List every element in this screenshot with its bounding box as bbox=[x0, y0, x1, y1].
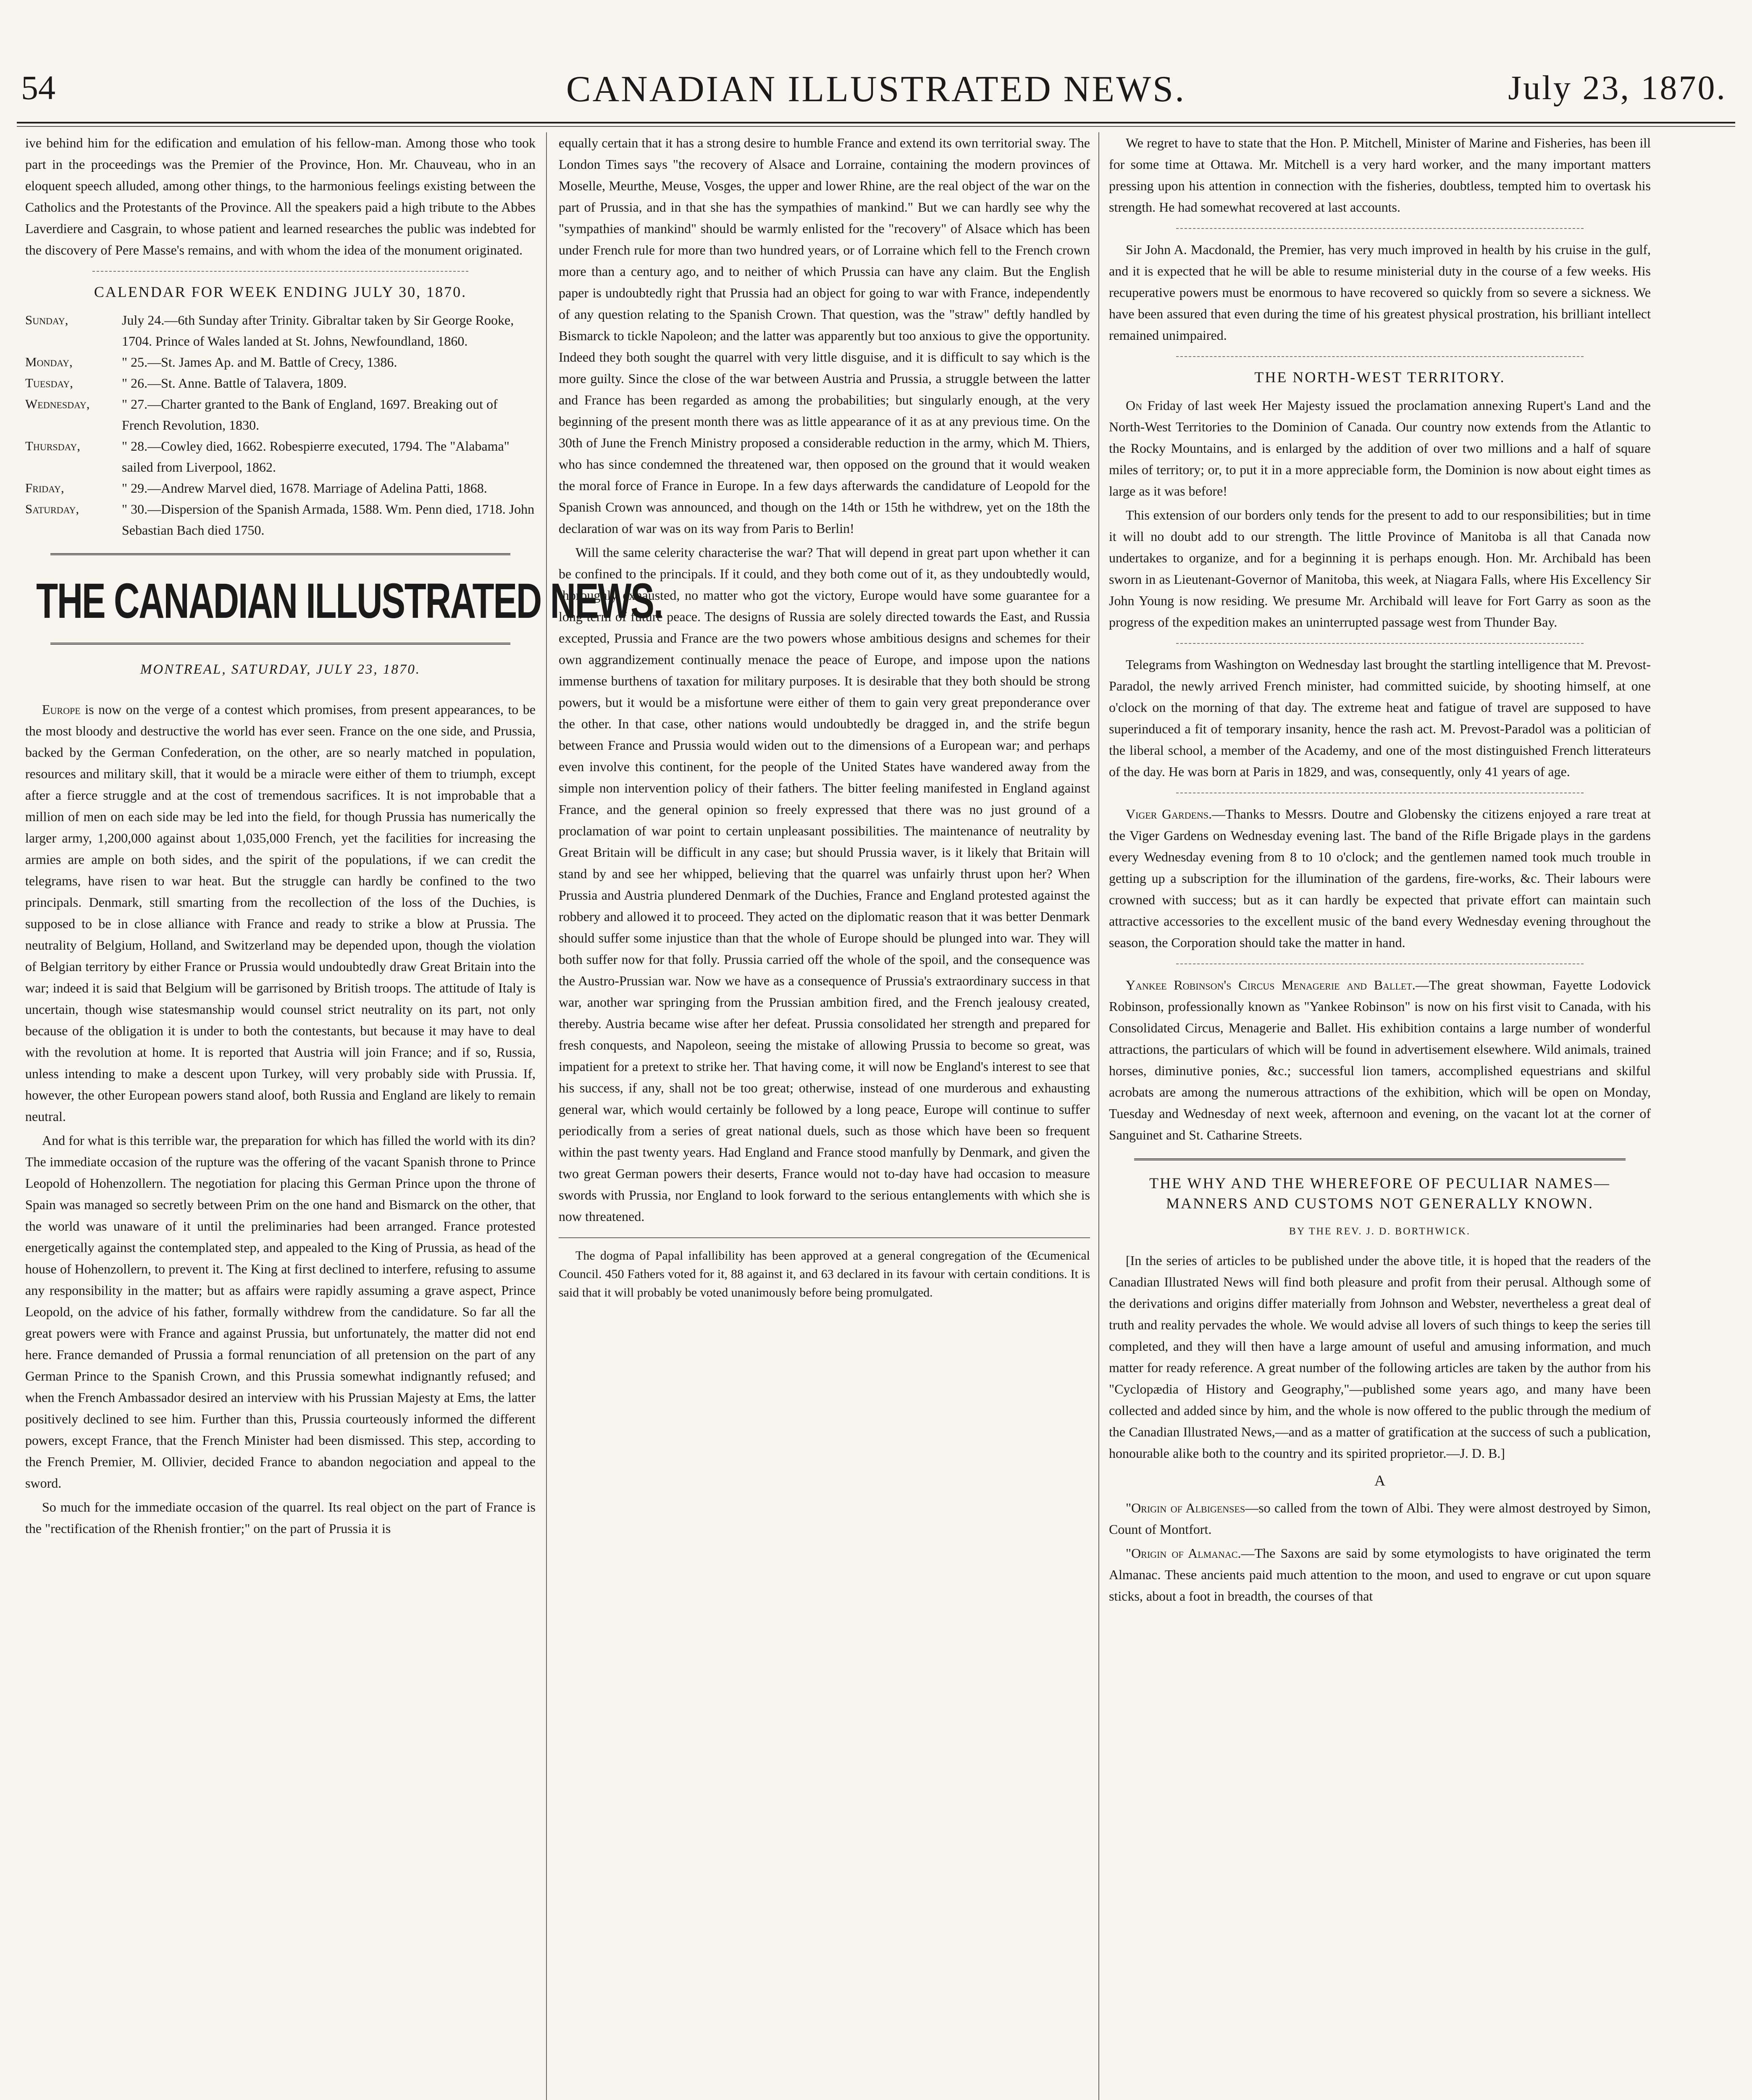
editorial-paragraph: So much for the immediate occasion of the quarrel. Its real object on the part of France is the "rectification of the Rhenish frontier;" on the part of Prussia it is bbox=[25, 1499, 536, 1536]
separator bbox=[50, 643, 510, 645]
calendar-text: " 26.—St. Anne. Battle of Talavera, 1809. bbox=[122, 375, 347, 391]
calendar-heading: CALENDAR FOR WEEK ENDING JULY 30, 1870. bbox=[94, 284, 467, 300]
paragraph-text: —Thanks to Messrs. Doutre and Globensky the citizens enjoyed a rare treat at the Viger Gardens on Wednesday evening last. The band of the Rifle Brigade plays in the gardens every Wednesday evening from 8 to 10 o'clock; and the gentlemen named took much trouble in getting up a subscription for the illumination of the gardens, fire-works, &c. Their labours were crowned with success; but as it can hardly be expected that private effort can maintain such attractive accessories to the excellent music of the band every Wednesday evening throughout the season, the Corporation should take the matter in hand. bbox=[1109, 806, 1651, 950]
masthead-rule bbox=[17, 122, 1735, 123]
calendar-text: " 30.—Dispersion of the Spanish Armada, 1588. Wm. Penn died, 1718. John Sebastian Bach died 1750. bbox=[122, 501, 535, 538]
news-paragraph bbox=[1109, 974, 1651, 1146]
separator bbox=[1176, 963, 1584, 964]
column-divider bbox=[546, 132, 547, 2100]
footnote-text: The dogma of Papal infallibility has been approved at a general congregation of the Œcumenical Council. 450 Fathers voted for it, 88 against it, and 63 declared in its favour with certain conditions. It is said that it will probably be voted unanimously before being promulgated. bbox=[559, 1249, 1090, 1299]
series-intro: [In the series of articles to be published under the above title, it is hoped that the readers of the Canadian Illustrated News will find both pleasure and profit from their perusal. Although some of the derivations and origins differ materially from Johnson and Webster, nevertheless a great deal of truth and reality pervades the whole. We would advise all lovers of such things to keep the series till completed, and they will then have a large amount of useful and amusing information, and much matter for ready reference. A great number of the following articles are taken by the author from his "Cyclopædia of History and Geography,"—published some years ago, and many have been collected and added since by him, and the whole is now offered to the public through the medium of the Canadian Illustrated News,—and as a matter of gratification at the success of such a publication, honourable alike both to the country and its spirited proprietor.—J. D. B.] bbox=[1109, 1253, 1651, 1461]
calendar-text: " 29.—Andrew Marvel died, 1678. Marriage of Adelina Patti, 1868. bbox=[122, 480, 487, 496]
paragraph-text: —The great showman, Fayette Lodovick Robinson, professionally known as "Yankee Robinson" is now on his first visit to Canada, with his Consolidated Circus, Menagerie and Ballet. His exhibition contains a large number of wonderful attractions, the particulars of which will be found in advertisement elsewhere. Wild animals, trained horses, diminutive ponies, &c.; successful lion tamers, accomplished equestrians and skilful acrobats are among the numerous attractions of the exhibition, which will be open on Monday, Tuesday and Wednesday of next week, afternoon and evening, on the vacant lot at the corner of Sanguinet and St. Catharine Streets. bbox=[1109, 977, 1651, 1142]
calendar-text: July 24.—6th Sunday after Trinity. Gibraltar taken by Sir George Rooke, 1704. Prince of Wales landed at St. Johns, Newfoundland, 1860. bbox=[122, 312, 514, 349]
calendar-day: Friday, bbox=[25, 480, 64, 495]
calendar-day: Saturday, bbox=[25, 501, 79, 516]
lead-word: Europe bbox=[42, 702, 81, 717]
calendar-day: Tuesday, bbox=[25, 375, 73, 390]
calendar-text: " 28.—Cowley died, 1662. Robespierre executed, 1794. The "Alabama" sailed from Liverpool, 1862. bbox=[122, 438, 510, 475]
paper-title: THE CANADIAN ILLUSTRATED NEWS. bbox=[36, 573, 663, 629]
item-lead: Yankee Robinson's Circus Menagerie and Ballet. bbox=[1126, 977, 1416, 992]
entry-lead: "Origin of Albigenses bbox=[1126, 1500, 1245, 1515]
editorial-paragraph: equally certain that it has a strong desire to humble France and extend its own territorial sway. The London Times says "the recovery of Alsace and Lorraine, containing the modern provinces of Moselle, Meurthe, Meuse, Vosges, the upper and lower Rhine, are the real object of the war on the part of Prussia, and in that she has the sympathies of mankind." But we can hardly see why the "sympathies of mankind" should be warmly enlisted for the "recovery" of Alsace which has been under French rule for more than two hundred years, or of Lorraine which fell to the French crown more than a century ago, and to neither of which Prussia can have any claim. But the English paper is undoubtedly right that Prussia had an object for going to war with France, independently of any question relating to the Spanish Crown. That question, was the "straw" deftly handled by Bismarck to tickle Napoleon; and the latter was apparently but too anxious to give the opportunity. Indeed they both sought the quarrel with very little disguise, and it is difficult to say which is the more guilty. Since the close of the war between Austria and Prussia, a struggle between the latter and France has been regarded as among the probabilities; but singularly enough, at the very beginning of the present month there was as little appearance of it as at any previous time. On the 30th of June the French Ministry proposed a considerable reduction in the army, which M. Thiers, who has since condemned the threatened war, then opposed on the ground that it would weaken the moral force of France in Europe. In a few days afterwards the candidature of Leopold for the Spanish Crown was announced, and though on the 14th or 15th he withdrew, yet on the 18th the declaration of war was on its way from Paris to Berlin! bbox=[559, 135, 1090, 536]
separator bbox=[50, 553, 510, 555]
paragraph-text: is now on the verge of a contest which promises, from present appearances, to be the most bloody and destructive the world has ever seen. France on the one side, and Prussia, backed by the German Confederation, on the other, are so nearly matched in population, resources and military skill, that it would be a miracle were either of them to triumph, except after a fierce struggle and at the cost of tremendous sacrifices. It is not improbable that a million of men on each side may be led into the field, for though Prussia has numerically the larger army, 1,200,000 against about 1,035,000 French, yet the facilities for increasing the armies are ample on both sides, and the spirit of the populations, if we can credit the telegrams, have risen to war heat. But the struggle can hardly be confined to the two principals. Denmark, still smarting from the recollection of the loss of the Duchies, is supposed to be in close alliance with France and ready to strike a blow at Prussia. The neutrality of Belgium, Holland, and Switzerland may be depended upon, though the violation of Belgian territory by either France or Prussia would undoubtedly draw Great Britain into the war; indeed it is said that Belgium will be garrisoned by British troops. The attitude of Italy is uncertain, though wise statesmanship would counsel strict neutrality on its part, not only because of the obligation it is under to both the contestants, but because it may have to deal with the revolution at home. It is reported that Austria will join France; and if so, Russia, unless intending to make a descent upon Turkey, will very probably side with Prussia. If, however, the other European powers stand aloof, both Russia and England are likely to remain neutral. bbox=[25, 702, 536, 1124]
calendar-row bbox=[25, 310, 536, 352]
entry-paragraph bbox=[1109, 1543, 1651, 1607]
calendar-row bbox=[25, 394, 536, 436]
paragraph-text: Friday of last week Her Majesty issued the proclamation annexing Rupert's Land and the North-West Territories to the Dominion of Canada. Our country now extends from the Atlantic to the Rocky Mountains, and is enlarged by the addition of over two millions and a half of square miles of territory; or, to put it in a more appreciable form, the Dominion is now about eight times as large as it was before! bbox=[1109, 398, 1651, 499]
calendar-row bbox=[25, 499, 536, 541]
editorial-dateline: MONTREAL, SATURDAY, JULY 23, 1870. bbox=[140, 662, 421, 677]
calendar-row bbox=[25, 478, 536, 499]
column-3 bbox=[1109, 132, 1651, 2100]
news-paragraph: We regret to have to state that the Hon. P. Mitchell, Minister of Marine and Fisheries, has been ill for some time at Ottawa. Mr. Mitchell is a very hard worker, and the many important matters pressing upon his attention in connection with the fisheries, doubtless, tempted him to overtask his strength. He had somewhat recovered at last accounts. bbox=[1109, 135, 1651, 215]
news-paragraph: This extension of our borders only tends for the present to add to our responsibilities; but in time it will no doubt add to our strength. The little Province of Manitoba is all that Canada now undertakes to organize, and for a beginning it is perhaps enough. Hon. Mr. Archibald has been sworn in as Lieutenant-Governor of Manitoba, this week, at Niagara Falls, where His Excellency Sir John Young is now residing. We presume Mr. Archibald will leave for Fort Garry as soon as the progress of the expedition makes an uninterrupted passage west from Thunder Bay. bbox=[1109, 507, 1651, 630]
lead-word: On bbox=[1126, 398, 1142, 413]
calendar-row bbox=[25, 352, 536, 373]
separator bbox=[1134, 1158, 1626, 1160]
calendar-day: Wednesday, bbox=[25, 396, 90, 411]
section-heading-north-west: THE NORTH-WEST TERRITORY. bbox=[1254, 369, 1505, 386]
separator bbox=[92, 271, 468, 272]
item-lead: Viger Gardens. bbox=[1126, 806, 1212, 822]
column-divider bbox=[1098, 132, 1099, 2100]
paragraph-text: —The Saxons are said by some etymologists to have originated the term Almanac. These ancients paid much attention to the moon, and used to engrave or cut upon square sticks, about a foot in breadth, the courses of that bbox=[1109, 1546, 1651, 1604]
calendar-text: " 27.—Charter granted to the Bank of England, 1697. Breaking out of French Revolution, 1830. bbox=[122, 396, 498, 433]
masthead-title: CANADIAN ILLUSTRATED NEWS. bbox=[566, 69, 1186, 110]
entry-paragraph bbox=[1109, 1497, 1651, 1540]
news-paragraph: Telegrams from Washington on Wednesday last brought the startling intelligence that M. Prevost-Paradol, the newly arrived French minister, had committed suicide, by shooting himself, at one o'clock on the morning of that day. The extreme heat and fatigue of travel are supposed to have superinduced a fit of temporary insanity, hence the rash act. M. Prevost-Paradol was a politician of the liberal school, a member of the Academy, and one of the most distinguished French litterateurs of the day. He was born at Paris in 1829, and was, consequently, only 41 years of age. bbox=[1109, 657, 1651, 779]
editorial-paragraph: And for what is this terrible war, the preparation for which has filled the world with its din? The immediate occasion of the rupture was the offering of the vacant Spanish throne to Prince Leopold of Hohenzollern. The negotiation for placing this German Prince upon the throne of Spain was managed so secretly between Prim on the one hand and Bismarck on the other, that the world was unaware of it until the preliminaries had been arranged. France protested energetically against the contemplated step, and appealed to the King of Prussia, as head of the house of Hohenzollern, to prevent it. The King at first declined to interfere, refusing to assume any responsibility in the matter; but as affairs were rapidly assuming a grave aspect, Prince Leopold, on the advice of his father, formally withdrew from the candidature. So far all the great powers were with France and against Prussia, but unfortunately, the matter did not end here. France demanded of Prussia a formal renunciation of all pretension on the part of any German Prince to the Spanish Crown, and this Prussia somewhat indignantly refused; and when the French Ambassador desired an interview with his Prussian Majesty at Ems, the latter positively declined to see him. Further than this, Prussia courteously informed the different powers, except France, that the French Minister had been dismissed. This step, according to the French Premier, M. Ollivier, decided France to abandon negociation and appeal to the sword. bbox=[25, 1133, 536, 1491]
footnote bbox=[559, 1237, 1090, 1302]
byline: BY THE REV. J. D. BORTHWICK. bbox=[1289, 1226, 1471, 1237]
calendar-text: " 25.—St. James Ap. and M. Battle of Crecy, 1386. bbox=[122, 354, 397, 370]
section-heading-why-wherefore: THE WHY AND THE WHEREFORE OF PECULIAR NAMES—MANNERS AND CUSTOMS NOT GENERALLY KNOWN. bbox=[1149, 1175, 1610, 1212]
separator bbox=[1176, 228, 1584, 229]
masthead bbox=[17, 63, 1735, 113]
calendar-day: Sunday, bbox=[25, 312, 68, 327]
entry-lead: "Origin of Almanac. bbox=[1126, 1546, 1241, 1561]
separator bbox=[1176, 643, 1584, 644]
separator bbox=[1176, 356, 1584, 357]
calendar-row bbox=[25, 373, 536, 394]
paragraph-text: —so called from the town of Albi. They were almost destroyed by Simon, Count of Montfort. bbox=[1109, 1500, 1651, 1537]
column-2 bbox=[559, 132, 1090, 2100]
page-number: 54 bbox=[21, 68, 55, 107]
news-paragraph bbox=[1109, 395, 1651, 502]
editorial-paragraph bbox=[25, 699, 536, 1127]
editorial-paragraph: Will the same celerity characterise the war? That will depend in great part upon whether it can be confined to the principals. If it could, and they both come out of it, as they undoubtedly would, thoroughly exhausted, no matter who got the victory, Europe would have some guarantee for a long term of future peace. The designs of Russia are solely directed towards the East, and Russia excepted, Prussia and France are the two powers whose ambitious designs and schemes for their own aggrandizement continually menace the peace of Europe, and impose upon the nations immense burthens of taxation for military purposes. It is desirable that they both should be strong powers, but it would be a misfortune were either of them to gain very great preponderance over the other. In that case, other nations would undoubtedly be dragged in, and the strife begun between France and Prussia would widen out to the dimensions of a European war; and perhaps even involve this continent, for the people of the United States have wandered away from the simple non intervention policy of their fathers. The bitter feeling manifested in England against France, and the general opinion so freely expressed that there was no just ground of a proclamation of war point to certain unpleasant possibilities. The maintenance of neutrality by Great Britain will be difficult in any case; but should Prussia waver, is it likely that Britain will stand by and see her whipped, believing that the quarrel was unfairly thrust upon her? When Prussia and Austria plundered Denmark of the Duchies, France and England protested against the robbery and allowed it to proceed. They acted on the diplomatic reason that it was better Denmark should suffer some injustice than that the whole of Europe should be plunged into war. They will both suffer now for that folly. Prussia carried off the whole of the spoil, and the consequence was the Austro-Prussian war. Now we have as a consequence of Prussia's extraordinary success in that war, another war springing from the Prussian ambition fired, and the French jealousy created, thereby. Austria became wise after her defeat. Prussia consolidated her strength and prepared for fresh conquests, and Napoleon, seeing the mistake of allowing Prussia to become so great, was impatient for a pretext to strike her. That having come, it will now be England's interest to see that his success, if any, shall not be too great; otherwise, instead of one murderous and exhausting general war, which would certainly be followed by a long peace, Europe will continue to suffer periodically from a series of great national duels, such as those which have been so frequent within the past twenty years. Had England and France stood manfully by Denmark, and given the two great German powers their deserts, France would not to-day have had occasion to measure swords with Prussia, nor England to look forward to the serious entanglements with which she is now threatened. bbox=[559, 545, 1090, 1224]
calendar-day: Thursday, bbox=[25, 438, 81, 453]
calendar bbox=[25, 310, 536, 541]
masthead-rule-thin bbox=[17, 126, 1735, 127]
masthead-date: July 23, 1870. bbox=[1508, 68, 1727, 107]
news-paragraph: Sir John A. Macdonald, the Premier, has very much improved in health by his cruise in the gulf, and it is expected that he will be able to resume ministerial duty in the course of a few weeks. His recuperative powers must be enormous to have recovered so quickly from so severe a sickness. We have been assured that even during the time of his greatest physical prostration, his brilliant intellect remained unimpaired. bbox=[1109, 242, 1651, 343]
column-1 bbox=[25, 132, 663, 2100]
news-paragraph bbox=[1109, 803, 1651, 953]
article-continuation: ive behind him for the edification and emulation of his fellow-man. Among those who took part in the proceedings was the Premier of the Province, Hon. Mr. Chauveau, who in an eloquent speech alluded, among other things, to the harmonious feelings existing between the Catholics and the Protestants of the Province. All the speakers paid a high tribute to the Abbes Laverdiere and Casgrain, to whose patient and learned researches the public was indebted for the discovery of Pere Masse's remains, and with whom the idea of the monument originated. bbox=[25, 135, 536, 257]
calendar-row bbox=[25, 436, 536, 478]
calendar-day: Monday, bbox=[25, 354, 73, 369]
letter-heading: A bbox=[1374, 1472, 1385, 1489]
